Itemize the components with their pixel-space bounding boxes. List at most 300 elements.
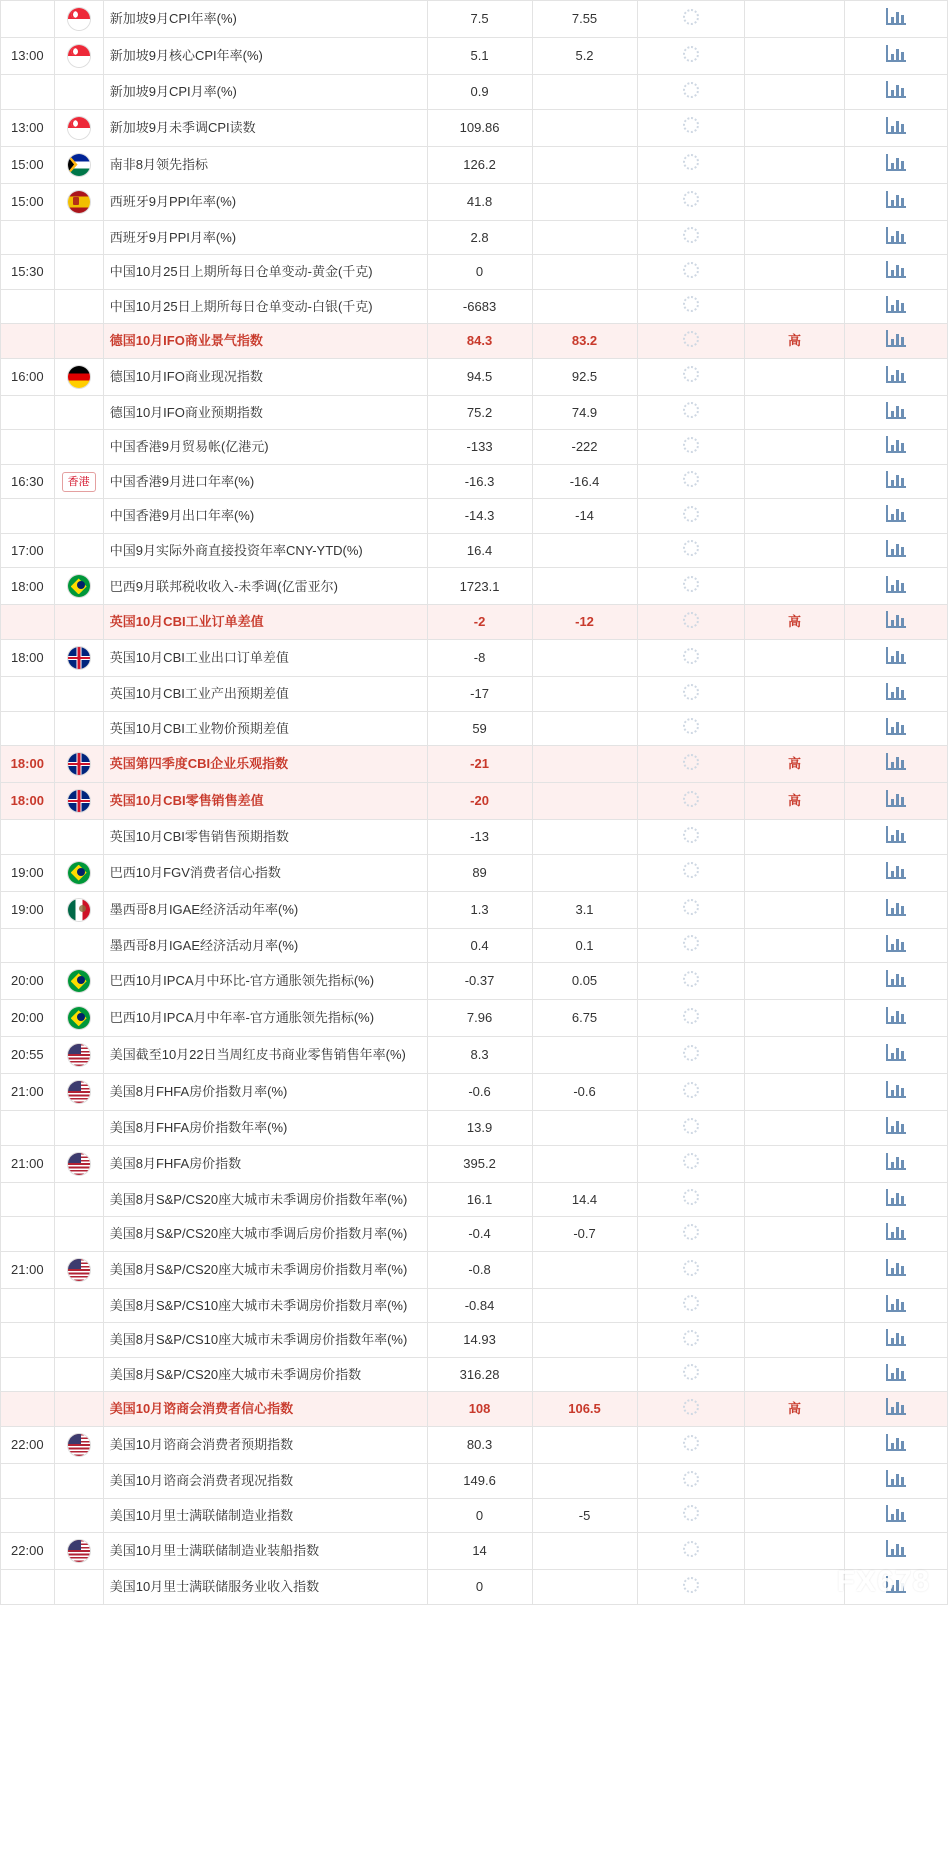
forecast-value	[532, 711, 637, 746]
bar-chart-icon[interactable]	[886, 8, 906, 25]
table-row[interactable]	[1, 464, 948, 499]
chart-cell[interactable]	[845, 854, 948, 891]
previous-value	[637, 1357, 744, 1392]
event-name[interactable]: 巴西10月FGV消费者信心指数	[103, 854, 427, 891]
event-time	[1, 1182, 55, 1217]
actual-value: -0.4	[427, 1217, 532, 1252]
chart-cell[interactable]	[845, 183, 948, 220]
previous-value	[637, 1251, 744, 1288]
previous-value	[637, 1533, 744, 1570]
chart-cell[interactable]	[845, 963, 948, 1000]
chart-cell[interactable]	[845, 499, 948, 534]
bar-chart-icon[interactable]	[886, 826, 906, 843]
previous-value	[637, 677, 744, 712]
bar-chart-icon[interactable]	[886, 753, 906, 770]
chart-cell[interactable]	[845, 255, 948, 290]
table-row[interactable]	[1, 183, 948, 220]
event-name[interactable]: 德国10月IFO商业现况指数	[103, 358, 427, 395]
importance-badge	[744, 499, 845, 534]
bar-chart-icon[interactable]	[886, 366, 906, 383]
flag-graphic	[68, 1081, 90, 1103]
event-name[interactable]: 新加坡9月CPI月率(%)	[103, 75, 427, 110]
table-row[interactable]	[1, 1000, 948, 1037]
table-row[interactable]	[1, 255, 948, 290]
loading-spinner-icon	[683, 262, 699, 278]
importance-badge	[744, 109, 845, 146]
table-row[interactable]	[1, 1074, 948, 1111]
country-flag-cell	[54, 289, 103, 324]
event-name[interactable]: 中国10月25日上期所每日仓单变动-白银(千克)	[103, 289, 427, 324]
bar-chart-icon[interactable]	[886, 45, 906, 62]
bar-chart-icon[interactable]	[886, 191, 906, 208]
event-time	[1, 75, 55, 110]
bar-chart-icon[interactable]	[886, 899, 906, 916]
event-name[interactable]: 巴西10月IPCA月中环比-官方通胀领先指标(%)	[103, 963, 427, 1000]
us-flag-icon	[67, 1539, 91, 1563]
bar-chart-icon[interactable]	[886, 1505, 906, 1522]
chart-cell[interactable]	[845, 1464, 948, 1499]
event-name[interactable]: 美国8月S&P/CS20座大城市未季调房价指数年率(%)	[103, 1182, 427, 1217]
previous-value	[637, 1427, 744, 1464]
chart-cell[interactable]	[845, 395, 948, 430]
importance-badge	[744, 183, 845, 220]
importance-badge	[744, 38, 845, 75]
table-row[interactable]	[1, 1533, 948, 1570]
bar-chart-icon[interactable]	[886, 1434, 906, 1451]
event-name[interactable]: 美国8月FHFA房价指数年率(%)	[103, 1111, 427, 1146]
event-name[interactable]: 美国10月里士满联储制造业指数	[103, 1498, 427, 1533]
event-name[interactable]: 美国10月谘商会消费者预期指数	[103, 1427, 427, 1464]
loading-spinner-icon	[683, 154, 699, 170]
table-row[interactable]	[1, 1145, 948, 1182]
forecast-value: 92.5	[532, 358, 637, 395]
chart-cell[interactable]	[845, 358, 948, 395]
table-row[interactable]	[1, 146, 948, 183]
table-row[interactable]	[1, 1217, 948, 1252]
country-flag-cell	[54, 464, 103, 499]
br-flag-icon	[67, 1006, 91, 1030]
event-time	[1, 1498, 55, 1533]
country-flag-cell	[54, 1288, 103, 1323]
chart-cell[interactable]	[845, 220, 948, 255]
country-flag-cell	[54, 1145, 103, 1182]
loading-spinner-icon	[683, 862, 699, 878]
chart-cell[interactable]	[845, 289, 948, 324]
bar-chart-icon[interactable]	[886, 117, 906, 134]
event-name[interactable]: 南非8月领先指标	[103, 146, 427, 183]
importance-badge	[744, 1464, 845, 1499]
event-name[interactable]: 美国8月S&P/CS20座大城市季调后房价指数月率(%)	[103, 1217, 427, 1252]
bar-chart-icon[interactable]	[886, 718, 906, 735]
bar-chart-icon[interactable]	[886, 647, 906, 664]
event-name[interactable]: 新加坡9月未季调CPI读数	[103, 109, 427, 146]
previous-value	[637, 1217, 744, 1252]
bar-chart-icon[interactable]	[886, 862, 906, 879]
event-name[interactable]: 英国10月CBI工业订单差值	[103, 605, 427, 640]
chart-cell[interactable]	[845, 1145, 948, 1182]
loading-spinner-icon	[683, 1189, 699, 1205]
actual-value: 0.4	[427, 928, 532, 963]
table-row[interactable]	[1, 499, 948, 534]
table-row[interactable]	[1, 109, 948, 146]
event-time: 18:00	[1, 783, 55, 820]
forecast-value	[532, 1323, 637, 1358]
actual-value: -17	[427, 677, 532, 712]
event-name[interactable]: 中国香港9月出口年率(%)	[103, 499, 427, 534]
event-name[interactable]: 美国8月FHFA房价指数	[103, 1145, 427, 1182]
event-name[interactable]: 美国10月里士满联储服务业收入指数	[103, 1570, 427, 1605]
forecast-value	[532, 1533, 637, 1570]
event-time: 17:00	[1, 533, 55, 568]
country-flag-cell	[54, 395, 103, 430]
previous-value	[637, 220, 744, 255]
bar-chart-icon[interactable]	[886, 540, 906, 557]
previous-value	[637, 1323, 744, 1358]
event-name[interactable]: 美国8月S&P/CS10座大城市未季调房价指数月率(%)	[103, 1288, 427, 1323]
previous-value	[637, 464, 744, 499]
table-row[interactable]	[1, 1357, 948, 1392]
country-flag-cell	[54, 1323, 103, 1358]
country-flag-cell	[54, 1037, 103, 1074]
loading-spinner-icon	[683, 791, 699, 807]
bar-chart-icon[interactable]	[886, 790, 906, 807]
country-flag-cell	[54, 1217, 103, 1252]
table-row[interactable]	[1, 1, 948, 38]
table-row[interactable]	[1, 395, 948, 430]
forecast-value	[532, 1570, 637, 1605]
previous-value	[637, 146, 744, 183]
chart-cell[interactable]	[845, 109, 948, 146]
bar-chart-icon[interactable]	[886, 402, 906, 419]
event-name[interactable]: 巴西9月联邦税收收入-未季调(亿雷亚尔)	[103, 568, 427, 605]
table-row[interactable]	[1, 220, 948, 255]
event-name[interactable]: 英国10月CBI零售销售预期指数	[103, 820, 427, 855]
previous-value	[637, 854, 744, 891]
chart-cell[interactable]	[845, 1037, 948, 1074]
chart-cell[interactable]	[845, 1498, 948, 1533]
chart-cell[interactable]	[845, 1288, 948, 1323]
bar-chart-icon[interactable]	[886, 436, 906, 453]
importance-badge	[744, 891, 845, 928]
event-name[interactable]: 英国10月CBI工业出口订单差值	[103, 640, 427, 677]
previous-value	[637, 430, 744, 465]
table-row[interactable]	[1, 1037, 948, 1074]
event-time	[1, 289, 55, 324]
event-name[interactable]: 德国10月IFO商业景气指数	[103, 324, 427, 359]
event-time	[1, 1570, 55, 1605]
actual-value: 5.1	[427, 38, 532, 75]
loading-spinner-icon	[683, 296, 699, 312]
event-name[interactable]: 英国10月CBI工业物价预期差值	[103, 711, 427, 746]
chart-cell[interactable]	[845, 1111, 948, 1146]
event-name[interactable]: 美国截至10月22日当周红皮书商业零售销售年率(%)	[103, 1037, 427, 1074]
table-row[interactable]	[1, 533, 948, 568]
bar-chart-icon[interactable]	[886, 611, 906, 628]
chart-cell[interactable]	[845, 568, 948, 605]
table-row[interactable]	[1, 820, 948, 855]
event-name[interactable]: 中国香港9月进口年率(%)	[103, 464, 427, 499]
actual-value: 16.4	[427, 533, 532, 568]
event-name[interactable]: 新加坡9月CPI年率(%)	[103, 1, 427, 38]
chart-cell[interactable]	[845, 1, 948, 38]
event-time	[1, 1, 55, 38]
chart-cell[interactable]	[845, 677, 948, 712]
actual-value: -8	[427, 640, 532, 677]
forecast-value	[532, 1464, 637, 1499]
chart-cell[interactable]	[845, 1323, 948, 1358]
bar-chart-icon[interactable]	[886, 1081, 906, 1098]
chart-cell[interactable]	[845, 640, 948, 677]
chart-cell[interactable]	[845, 1427, 948, 1464]
table-row[interactable]	[1, 711, 948, 746]
table-row[interactable]	[1, 1498, 948, 1533]
bar-chart-icon[interactable]	[886, 1223, 906, 1240]
country-flag-cell	[54, 255, 103, 290]
table-row[interactable]	[1, 1427, 948, 1464]
chart-cell[interactable]	[845, 464, 948, 499]
chart-cell[interactable]	[845, 75, 948, 110]
chart-cell[interactable]	[845, 1182, 948, 1217]
br-flag-icon	[67, 861, 91, 885]
chart-cell[interactable]	[845, 324, 948, 359]
bar-chart-icon[interactable]	[886, 505, 906, 522]
table-row[interactable]	[1, 928, 948, 963]
event-time: 20:00	[1, 1000, 55, 1037]
event-time	[1, 677, 55, 712]
bar-chart-icon[interactable]	[886, 1576, 906, 1593]
previous-value	[637, 820, 744, 855]
flag-graphic	[68, 1044, 90, 1066]
bar-chart-icon[interactable]	[886, 1259, 906, 1276]
chart-cell[interactable]	[845, 1074, 948, 1111]
bar-chart-icon[interactable]	[886, 227, 906, 244]
chart-cell[interactable]	[845, 783, 948, 820]
importance-badge	[744, 533, 845, 568]
loading-spinner-icon	[683, 1295, 699, 1311]
forecast-value	[532, 746, 637, 783]
us-flag-icon	[67, 1258, 91, 1282]
flag-graphic	[68, 790, 90, 812]
table-row[interactable]	[1, 38, 948, 75]
event-time: 16:00	[1, 358, 55, 395]
table-row[interactable]	[1, 1288, 948, 1323]
event-name[interactable]: 巴西10月IPCA月中年率-官方通胀领先指标(%)	[103, 1000, 427, 1037]
previous-value	[637, 605, 744, 640]
chart-cell[interactable]	[845, 1000, 948, 1037]
chart-cell[interactable]	[845, 746, 948, 783]
bar-chart-icon[interactable]	[886, 970, 906, 987]
event-name[interactable]: 美国8月S&P/CS20座大城市未季调房价指数	[103, 1357, 427, 1392]
loading-spinner-icon	[683, 684, 699, 700]
chart-cell[interactable]	[845, 38, 948, 75]
table-row[interactable]	[1, 1251, 948, 1288]
event-name[interactable]: 英国10月CBI零售销售差值	[103, 783, 427, 820]
bar-chart-icon[interactable]	[886, 576, 906, 593]
event-time: 13:00	[1, 38, 55, 75]
table-row[interactable]	[1, 854, 948, 891]
event-time: 19:00	[1, 891, 55, 928]
event-name[interactable]: 美国10月谘商会消费者现况指数	[103, 1464, 427, 1499]
actual-value: 13.9	[427, 1111, 532, 1146]
bar-chart-icon[interactable]	[886, 471, 906, 488]
table-row[interactable]	[1, 1464, 948, 1499]
event-name[interactable]: 美国10月谘商会消费者信心指数	[103, 1392, 427, 1427]
actual-value: 14.93	[427, 1323, 532, 1358]
bar-chart-icon[interactable]	[886, 1153, 906, 1170]
chart-cell[interactable]	[845, 1357, 948, 1392]
chart-cell[interactable]	[845, 430, 948, 465]
country-flag-cell	[54, 820, 103, 855]
event-name[interactable]: 德国10月IFO商业预期指数	[103, 395, 427, 430]
bar-chart-icon[interactable]	[886, 1295, 906, 1312]
country-flag-cell	[54, 533, 103, 568]
chart-cell[interactable]	[845, 928, 948, 963]
bar-chart-icon[interactable]	[886, 683, 906, 700]
table-row[interactable]	[1, 605, 948, 640]
bar-chart-icon[interactable]	[886, 330, 906, 347]
event-time	[1, 1288, 55, 1323]
bar-chart-icon[interactable]	[886, 1398, 906, 1415]
event-name[interactable]: 中国9月实际外商直接投资年率CNY-YTD(%)	[103, 533, 427, 568]
chart-cell[interactable]	[845, 533, 948, 568]
chart-cell[interactable]	[845, 1251, 948, 1288]
forecast-value: -12	[532, 605, 637, 640]
country-flag-cell	[54, 1498, 103, 1533]
bar-chart-icon[interactable]	[886, 1007, 906, 1024]
country-flag-cell	[54, 1111, 103, 1146]
previous-value	[637, 746, 744, 783]
table-row[interactable]	[1, 1323, 948, 1358]
event-name[interactable]: 美国8月S&P/CS20座大城市未季调房价指数月率(%)	[103, 1251, 427, 1288]
country-flag-cell	[54, 146, 103, 183]
importance-badge: 高	[744, 324, 845, 359]
table-row[interactable]	[1, 1111, 948, 1146]
table-row[interactable]	[1, 640, 948, 677]
event-time	[1, 1464, 55, 1499]
table-row[interactable]	[1, 891, 948, 928]
chart-cell[interactable]	[845, 1392, 948, 1427]
previous-value	[637, 891, 744, 928]
country-flag-cell	[54, 1533, 103, 1570]
gb-flag-icon	[67, 752, 91, 776]
table-row[interactable]	[1, 677, 948, 712]
importance-badge	[744, 1533, 845, 1570]
flag-graphic	[68, 117, 90, 139]
forecast-value: 6.75	[532, 1000, 637, 1037]
event-name[interactable]: 墨西哥8月IGAE经济活动月率(%)	[103, 928, 427, 963]
event-name[interactable]: 西班牙9月PPI年率(%)	[103, 183, 427, 220]
bar-chart-icon[interactable]	[886, 81, 906, 98]
table-row[interactable]	[1, 75, 948, 110]
actual-value: 0	[427, 1570, 532, 1605]
table-row[interactable]	[1, 1392, 948, 1427]
bar-chart-icon[interactable]	[886, 1117, 906, 1134]
flag-graphic	[68, 154, 90, 176]
bar-chart-icon[interactable]	[886, 1329, 906, 1346]
forecast-value: 5.2	[532, 38, 637, 75]
chart-cell[interactable]	[845, 711, 948, 746]
table-row[interactable]	[1, 568, 948, 605]
event-name[interactable]: 新加坡9月核心CPI年率(%)	[103, 38, 427, 75]
chart-cell[interactable]	[845, 891, 948, 928]
chart-cell[interactable]	[845, 1570, 948, 1605]
loading-spinner-icon	[683, 718, 699, 734]
chart-cell[interactable]	[845, 1217, 948, 1252]
bar-chart-icon[interactable]	[886, 1470, 906, 1487]
chart-cell[interactable]	[845, 1533, 948, 1570]
chart-cell[interactable]	[845, 820, 948, 855]
chart-cell[interactable]	[845, 146, 948, 183]
bar-chart-icon[interactable]	[886, 1189, 906, 1206]
flag-graphic	[68, 366, 90, 388]
importance-badge: 高	[744, 605, 845, 640]
loading-spinner-icon	[683, 117, 699, 133]
previous-value	[637, 1074, 744, 1111]
table-row[interactable]	[1, 1182, 948, 1217]
table-row[interactable]	[1, 358, 948, 395]
forecast-value: 83.2	[532, 324, 637, 359]
bar-chart-icon[interactable]	[886, 1364, 906, 1381]
event-name[interactable]: 墨西哥8月IGAE经济活动年率(%)	[103, 891, 427, 928]
bar-chart-icon[interactable]	[886, 935, 906, 952]
event-time	[1, 499, 55, 534]
flag-graphic	[68, 575, 90, 597]
forecast-value	[532, 289, 637, 324]
table-row[interactable]	[1, 746, 948, 783]
event-name[interactable]: 美国8月S&P/CS10座大城市未季调房价指数年率(%)	[103, 1323, 427, 1358]
event-name[interactable]: 英国10月CBI工业产出预期差值	[103, 677, 427, 712]
forecast-value: 106.5	[532, 1392, 637, 1427]
flag-graphic	[68, 647, 90, 669]
event-name[interactable]: 美国8月FHFA房价指数月率(%)	[103, 1074, 427, 1111]
forecast-value: -222	[532, 430, 637, 465]
es-flag-icon	[67, 190, 91, 214]
event-time: 18:00	[1, 746, 55, 783]
actual-value: 75.2	[427, 395, 532, 430]
flag-graphic	[68, 753, 90, 775]
event-name[interactable]: 美国10月里士满联储制造业装船指数	[103, 1533, 427, 1570]
table-row[interactable]	[1, 1570, 948, 1605]
country-flag-cell	[54, 1074, 103, 1111]
bar-chart-icon[interactable]	[886, 296, 906, 313]
actual-value: 7.5	[427, 1, 532, 38]
bar-chart-icon[interactable]	[886, 154, 906, 171]
bar-chart-icon[interactable]	[886, 261, 906, 278]
forecast-value: -16.4	[532, 464, 637, 499]
table-row[interactable]	[1, 783, 948, 820]
event-name[interactable]: 中国10月25日上期所每日仓单变动-黄金(千克)	[103, 255, 427, 290]
event-time	[1, 220, 55, 255]
event-name[interactable]: 西班牙9月PPI月率(%)	[103, 220, 427, 255]
loading-spinner-icon	[683, 227, 699, 243]
bar-chart-icon[interactable]	[886, 1540, 906, 1557]
table-row[interactable]	[1, 289, 948, 324]
mx-flag-icon	[67, 898, 91, 922]
table-row[interactable]	[1, 963, 948, 1000]
table-row[interactable]	[1, 430, 948, 465]
table-row[interactable]	[1, 324, 948, 359]
event-time	[1, 1392, 55, 1427]
event-name[interactable]: 中国香港9月贸易帐(亿港元)	[103, 430, 427, 465]
country-flag-cell	[54, 640, 103, 677]
actual-value: -0.84	[427, 1288, 532, 1323]
bar-chart-icon[interactable]	[886, 1044, 906, 1061]
event-name[interactable]: 英国第四季度CBI企业乐观指数	[103, 746, 427, 783]
chart-cell[interactable]	[845, 605, 948, 640]
previous-value	[637, 1037, 744, 1074]
za-flag-icon	[67, 153, 91, 177]
actual-value: -21	[427, 746, 532, 783]
